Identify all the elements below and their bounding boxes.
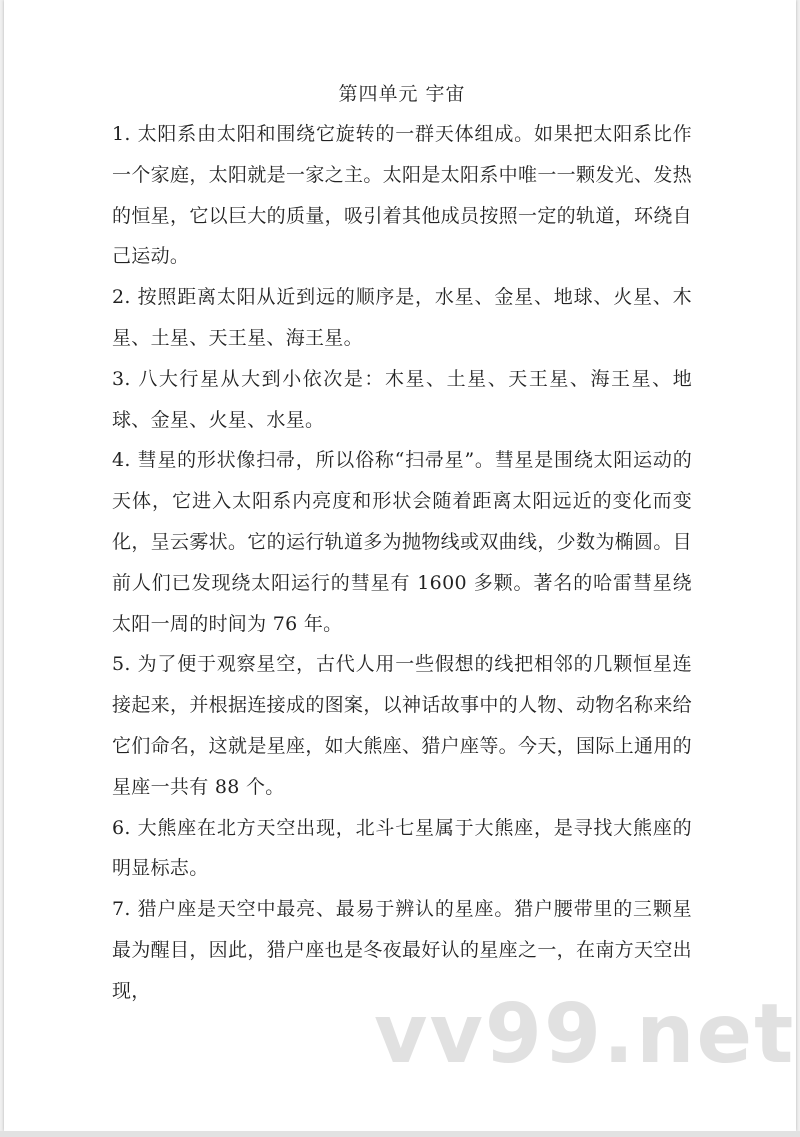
document-page xyxy=(4,0,796,1131)
paragraph-7: 7. 猎户座是天空中最亮、最易于辨认的星座。猎户腰带里的三颗星最为醒目，因此，猎户座也是冬夜最好认的星座之一，在南方天空出现， xyxy=(112,898,692,1002)
viewer-bottom-edge xyxy=(0,1131,800,1137)
paragraph-5: 5. 为了便于观察星空，古代人用一些假想的线把相邻的几颗恒星连接起来，并根据连接成的图案，以神话故事中的人物、动物名称来给它们命名，这就是星座，如大熊座、猎户座等。今天，国际上通用的星座一共有 88 个。 xyxy=(112,653,692,798)
paragraph-1: 1. 太阳系由太阳和围绕它旋转的一群天体组成。如果把太阳系比作一个家庭，太阳就是一家之主。太阳是太阳系中唯一一颗发光、发热的恒星，它以巨大的质量，吸引着其他成员按照一定的轨道，环绕自己运动。 xyxy=(112,123,692,268)
paragraph-6: 6. 大熊座在北方天空出现，北斗七星属于大熊座，是寻找大熊座的明显标志。 xyxy=(112,816,692,880)
document-content xyxy=(112,74,692,1012)
paragraph-3: 3. 八大行星从大到小依次是：木星、土星、天王星、海王星、地球、金星、火星、水星。 xyxy=(112,367,692,431)
watermark: vv99.net xyxy=(374,987,796,1082)
paragraph-2: 2. 按照距离太阳从近到远的顺序是，水星、金星、地球、火星、木星、土星、天王星、海王星。 xyxy=(112,286,692,349)
page-title: 第四单元 宇宙 xyxy=(338,83,466,105)
paragraph-4: 4. 彗星的形状像扫帚，所以俗称“扫帚星”。彗星是围绕太阳运动的天体，它进入太阳系内亮度和形状会随着距离太阳远近的变化而变化，呈云雾状。它的运行轨道多为抛物线或双曲线，少数为椭圆。目前人们已发现绕太阳运行的彗星有 1600 多颗。著名的哈雷彗星绕太阳一周的时间为 76 年。 xyxy=(112,449,692,635)
